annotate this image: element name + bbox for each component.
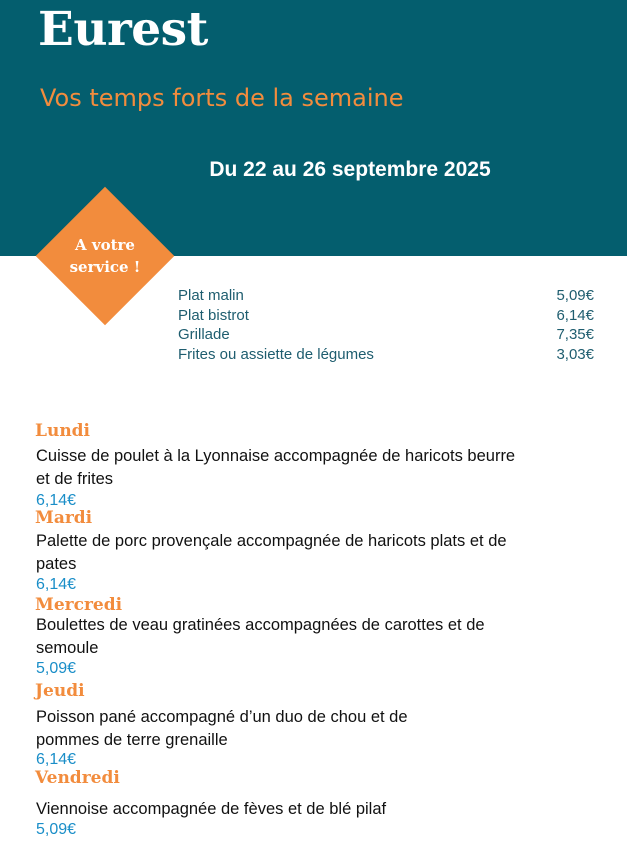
price-row bbox=[178, 345, 594, 365]
eurest-logo: Eurest bbox=[38, 2, 208, 57]
dish-line: pommes de terre grenaille bbox=[36, 731, 228, 749]
tagline: Vos temps forts de la semaine bbox=[40, 84, 404, 112]
dish-lundi bbox=[36, 445, 596, 491]
badge-text bbox=[35, 186, 175, 326]
day-heading-mardi: Mardi bbox=[35, 508, 93, 528]
dish-line: Cuisse de poulet à la Lyonnaise accompagnée de haricots beurre bbox=[36, 447, 516, 465]
dish-mardi bbox=[36, 530, 596, 576]
price-label: Grillade bbox=[178, 326, 230, 343]
day-heading-mercredi: Mercredi bbox=[35, 595, 123, 615]
price-row bbox=[178, 286, 594, 306]
dish-line: Palette de porc provençale accompagnée de haricots plats et de bbox=[36, 532, 507, 550]
dish-line: pates bbox=[36, 555, 77, 573]
dish-price-lundi: 6,14€ bbox=[36, 492, 77, 509]
price-row bbox=[178, 325, 594, 345]
dish-price-vendredi: 5,09€ bbox=[36, 821, 77, 838]
dish-line: semoule bbox=[36, 639, 99, 657]
day-heading-jeudi: Jeudi bbox=[35, 681, 85, 701]
dish-price-jeudi: 6,14€ bbox=[36, 751, 77, 768]
price-row bbox=[178, 306, 594, 326]
dish-vendredi bbox=[36, 798, 596, 821]
badge-line-2: service ! bbox=[69, 258, 141, 276]
service-badge bbox=[35, 186, 175, 326]
day-heading-lundi: Lundi bbox=[35, 421, 91, 441]
badge-line-1: A votre bbox=[75, 236, 135, 254]
dish-mercredi bbox=[36, 614, 596, 660]
price-value: 6,14€ bbox=[556, 306, 594, 324]
dish-line: et de frites bbox=[36, 470, 114, 488]
dish-line: Viennoise accompagnée de fèves et de blé pilaf bbox=[36, 800, 387, 818]
price-label: Plat bistrot bbox=[178, 306, 249, 324]
dish-price-mardi: 6,14€ bbox=[36, 576, 77, 593]
dish-line: Poisson pané accompagné d’un duo de chou et de bbox=[36, 708, 408, 726]
price-label: Plat malin bbox=[178, 287, 244, 304]
dish-price-mercredi: 5,09€ bbox=[36, 660, 77, 677]
dish-line: Boulettes de veau gratinées accompagnées de carottes et de bbox=[36, 616, 485, 634]
price-list bbox=[178, 286, 594, 364]
price-label: Frites ou assiette de légumes bbox=[178, 345, 374, 363]
price-value: 7,35€ bbox=[556, 326, 594, 343]
price-value: 3,03€ bbox=[556, 345, 594, 363]
week-dates: Du 22 au 26 septembre 2025 bbox=[209, 158, 491, 181]
dish-jeudi bbox=[36, 706, 596, 752]
price-value: 5,09€ bbox=[556, 287, 594, 304]
day-heading-vendredi: Vendredi bbox=[35, 768, 120, 788]
